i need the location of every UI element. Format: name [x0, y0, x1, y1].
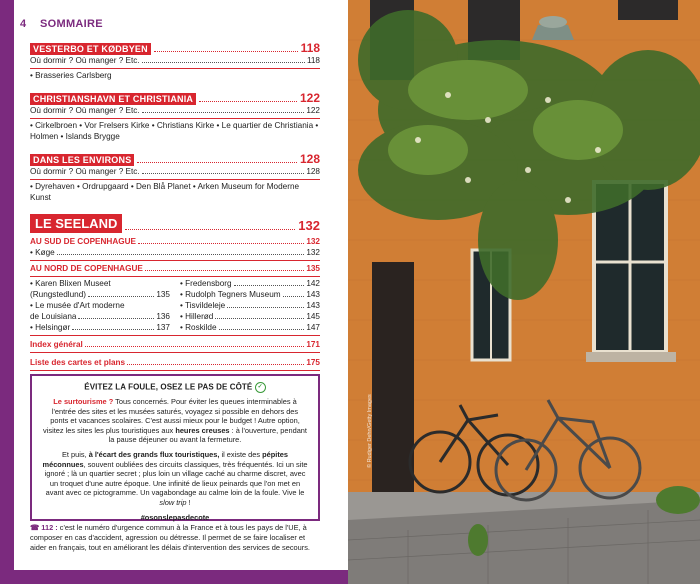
toc-line[interactable]: • Le musée d'Art moderne — [30, 301, 125, 310]
toc-subitems: • Brasseries Carlsberg — [30, 71, 112, 80]
toc-index-link[interactable]: Index général 171 — [30, 340, 320, 349]
region-title: LE SEELAND — [30, 214, 122, 233]
toc-line[interactable]: • Hillerød 145 — [180, 312, 320, 321]
page-title: SOMMAIRE — [40, 18, 103, 30]
toc-section — [30, 40, 320, 81]
page-edge-band — [0, 0, 14, 584]
toc-section — [30, 151, 320, 203]
toc-subitems: • Dyrehaven • Ordrupgaard • Den Blå Planet • Arken Museum for Moderne Kunst — [30, 182, 300, 202]
toc-subitems: • Cirkelbroen • Vor Frelsers Kirke • Christians Kirke • Le quartier de Christiania • Holmen • Islands Brygge — [30, 121, 319, 141]
section-title: DANS LES ENVIRONS — [30, 154, 134, 166]
toc-line[interactable]: • Fredensborg 142 — [180, 279, 320, 288]
page-bottom-band — [0, 570, 348, 584]
toc-section-head[interactable] — [30, 151, 320, 166]
tip-box-title: ÉVITEZ LA FOULE, OSEZ LE PAS DE CÔTÉ ✓ — [32, 382, 318, 393]
contents-page — [0, 0, 348, 584]
toc-line[interactable]: Où dormir ? Où manger ? Etc. 118 — [30, 56, 320, 65]
hashtag: #osonslepasdecote — [140, 512, 210, 522]
section-page: 128 — [299, 152, 320, 166]
toc-line[interactable]: Où dormir ? Où manger ? Etc. 128 — [30, 167, 320, 176]
toc-line[interactable]: • Karen Blixen Museet — [30, 279, 111, 288]
section-title: CHRISTIANSHAVN ET CHRISTIANIA — [30, 93, 196, 105]
tip-box-body: Le surtourisme ? Tous concernés. Pour éviter les queues interminables à l'entrée des sites et les musées saturés, voyagez si possible en dehors des ponts et vacances scolaires. C'est aussi mieux pour le budget ! Autre option, visitez les sites les plus touristiques aux heures creuses : à l'ouverture, pendant la pause déjeuner ou avant la fermeture. Et puis, à l'écart des grands flux touristiques, il existe des pépites méconnues, souvent oubliées des circuits classiques, très fréquentés. Ici un site ignoré ; là un quartier secret ; plus loin un village caché au charme discret, avec un troquet d'une autre époque. Une infinité de lieux peinards que l'on met en avant avec ce pictogramme. Un vagabondage au calme loin de la foule. Vive le slow trip ! #osonslepasdecote — [42, 397, 308, 522]
toc-line[interactable]: (Rungstedlund) 135 — [30, 290, 170, 299]
toc-two-columns — [30, 278, 320, 333]
region-page: 132 — [298, 218, 320, 233]
toc-line[interactable]: • Tisvildeleje 143 — [180, 301, 320, 310]
cover-photo — [348, 0, 700, 584]
copenhagen-street-illustration — [348, 0, 700, 584]
toc-line[interactable]: • Køge 132 — [30, 248, 320, 257]
toc-line[interactable]: Où dormir ? Où manger ? Etc. 122 — [30, 106, 320, 115]
toc-line[interactable]: • Roskilde 147 — [180, 323, 320, 332]
table-of-contents — [30, 38, 320, 372]
section-title: VESTERBO ET KØDBYEN — [30, 43, 151, 55]
region-heading[interactable] — [30, 213, 320, 233]
toc-section-head[interactable] — [30, 40, 320, 55]
toc-line[interactable]: • Rudolph Tegners Museum 143 — [180, 290, 320, 299]
toc-subsection[interactable]: AU NORD DE COPENHAGUE 135 — [30, 264, 320, 273]
toc-line[interactable]: de Louisiana 136 — [30, 312, 170, 321]
toc-column-left — [30, 278, 170, 333]
phone-icon-label: ☎ 112 : — [30, 523, 58, 532]
off-the-beaten-path-icon: ✓ — [255, 382, 266, 393]
toc-line[interactable]: • Helsingør 137 — [30, 323, 170, 332]
toc-subsection[interactable]: AU SUD DE COPENHAGUE 132 — [30, 237, 320, 246]
section-page: 122 — [299, 91, 320, 105]
photo-credit: © Rudiger Dehn/Getty Images — [367, 394, 373, 468]
emergency-note: ☎ 112 : c'est le numéro d'urgence commun à la France et à tous les pays de l'UE, à composer en cas d'accident, agression ou détresse. Il permet de se faire localiser et aider en français, tout en améliorant les délais d'intervention des services de secours. — [30, 523, 310, 552]
toc-column-right — [180, 278, 320, 333]
tip-box — [30, 374, 320, 521]
toc-maps-link[interactable]: Liste des cartes et plans 175 — [30, 358, 320, 367]
toc-section — [30, 90, 320, 142]
page-header — [14, 15, 103, 33]
section-page: 118 — [300, 41, 320, 55]
page-number: 4 — [14, 15, 32, 33]
toc-section-head[interactable] — [30, 90, 320, 105]
